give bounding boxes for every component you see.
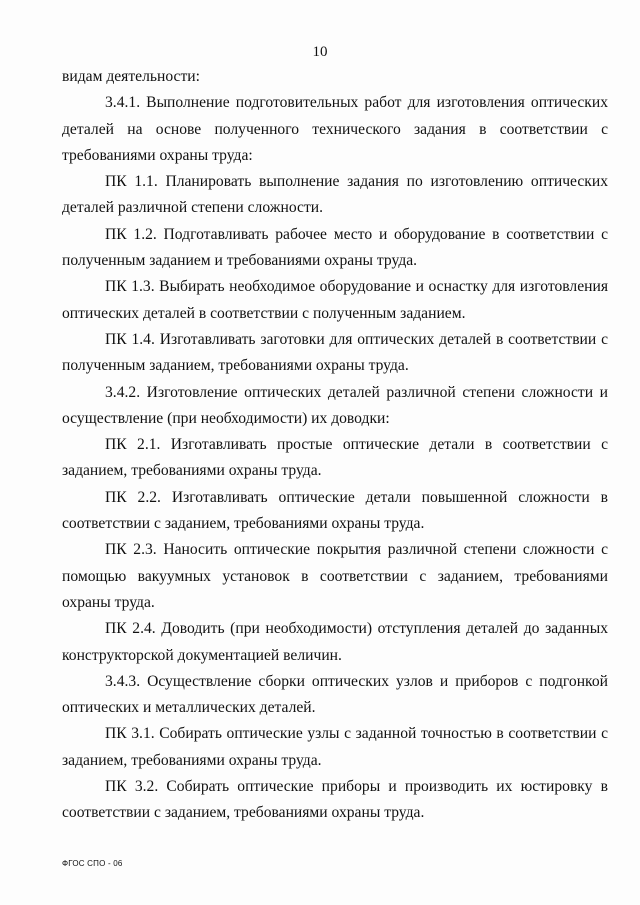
paragraph: 3.4.1. Выполнение подготовительных работ для изготовления оптических деталей на основе полученного технического задания в соответствии с требованиями охраны труда:	[62, 94, 608, 164]
paragraph: ПК 3.1. Собирать оптические узлы с заданной точностью в соответствии с заданием, требованиями охраны труда.	[62, 725, 608, 769]
document-body	[62, 64, 608, 827]
paragraph: ПК 3.2. Собирать оптические приборы и производить их юстировку в соответствии с заданием, требованиями охраны труда.	[62, 778, 608, 822]
paragraph: ПК 2.2. Изготавливать оптические детали повышенной сложности в соответствии с заданием, требованиями охраны труда.	[62, 488, 608, 533]
paragraph: ПК 2.3. Наносить оптические покрытия различной степени сложности с помощью вакуумных установок в соответствии с заданием, требованиями охраны труда.	[62, 541, 608, 611]
paragraph: ПК 2.4. Доводить (при необходимости) отступления деталей до заданных конструкторской документацией величин.	[62, 620, 608, 664]
paragraph: ПК 1.1. Планировать выполнение задания по изготовлению оптических деталей различной степени сложности.	[62, 173, 608, 217]
paragraph: ПК 1.2. Подготавливать рабочее место и оборудование в соответствии с полученным заданием и требованиями охраны труда.	[62, 225, 608, 270]
paragraph: ПК 1.3. Выбирать необходимое оборудование и оснастку для изготовления оптических деталей в соответствии с полученным заданием.	[62, 278, 608, 322]
paragraph: ПК 2.1. Изготавливать простые оптические детали в соответствии с заданием, требованиями охраны труда.	[62, 436, 608, 480]
paragraph: видам деятельности:	[62, 68, 200, 85]
footer-code: ФГОС СПО - 06	[62, 859, 123, 868]
paragraph: 3.4.2. Изготовление оптических деталей различной степени сложности и осуществление (при необходимости) их доводки:	[62, 383, 608, 427]
page-number: 10	[312, 44, 328, 60]
paragraph: ПК 1.4. Изготавливать заготовки для оптических деталей в соответствии с полученным заданием, требованиями охраны труда.	[62, 330, 608, 375]
paragraph: 3.4.3. Осуществление сборки оптических узлов и приборов с подгонкой оптических и металлических деталей.	[62, 672, 608, 717]
